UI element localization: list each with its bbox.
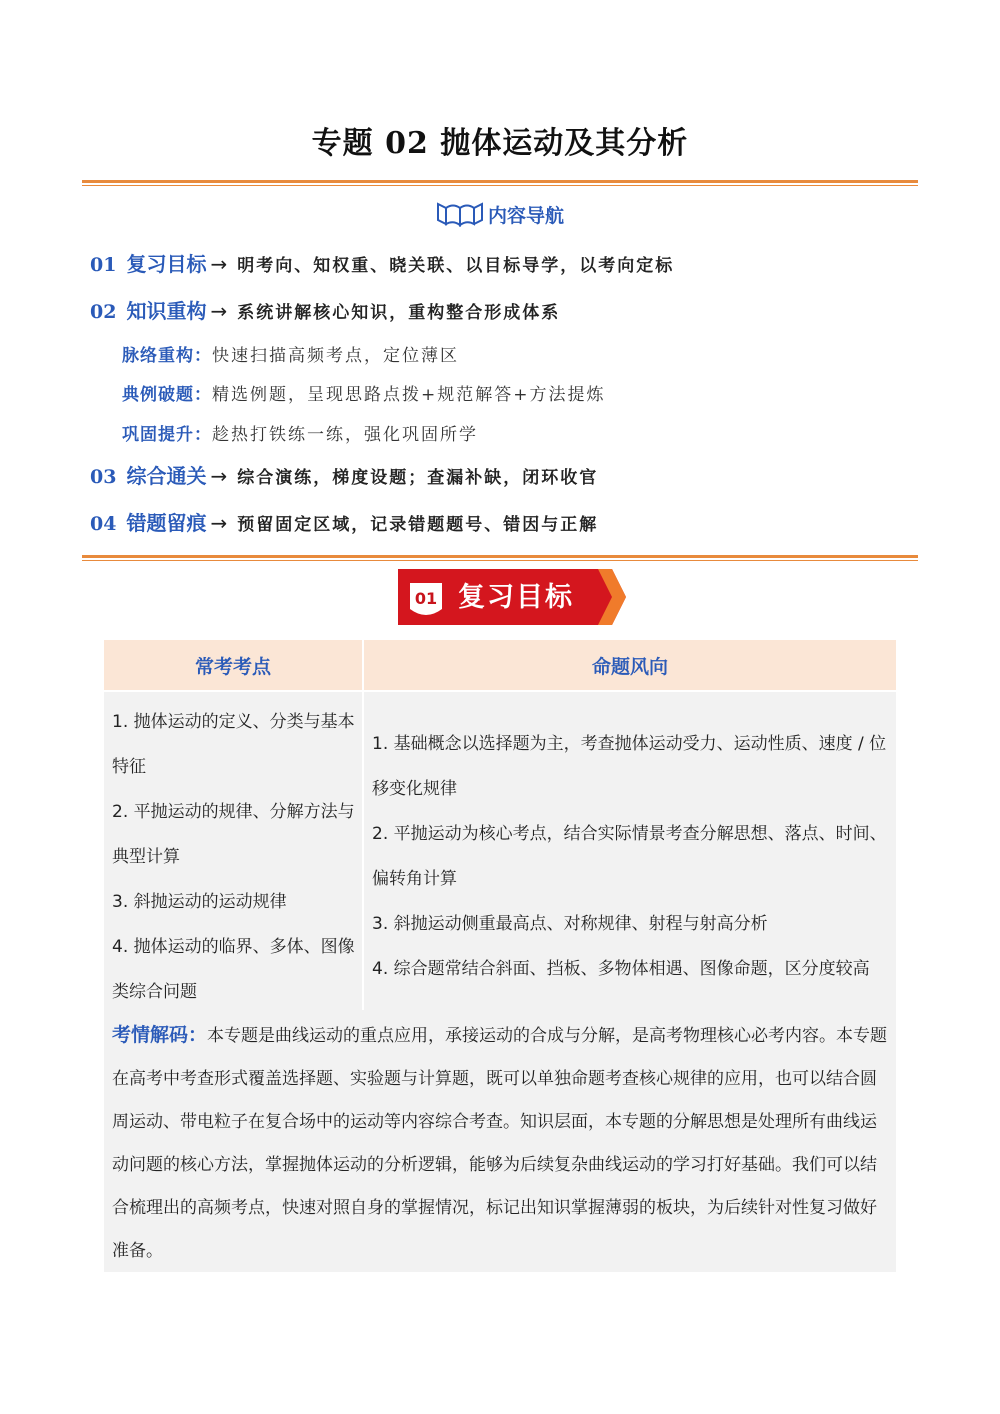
nav-item-error-log — [90, 507, 598, 536]
content-navigation-heading — [0, 200, 1000, 232]
arrow-icon: → — [210, 511, 228, 535]
list-item: 2. 平抛运动为核心考点，结合实际情景考查分解思想、落点、时间、偏转角计算 — [372, 824, 887, 889]
list-item: 4. 综合题常结合斜面、挡板、多物体相遇、图像命题，区分度较高 — [372, 959, 870, 979]
arrow-icon: → — [210, 464, 228, 488]
list-item: 1. 基础概念以选择题为主，考查抛体运动受力、运动性质、速度 / 位移变化规律 — [372, 734, 887, 799]
nav-item-desc: 系统讲解核心知识，重构整合形成体系 — [237, 303, 561, 323]
exam-analysis-box — [104, 1010, 896, 1272]
arrow-icon: → — [210, 299, 228, 323]
list-item: 3. 斜抛运动侧重最高点、对称规律、射程与射高分析 — [372, 914, 768, 934]
nav-item-key: 综合通关 — [126, 464, 207, 488]
nav-item-number: 04 — [90, 513, 117, 535]
list-item: 1. 抛体运动的定义、分类与基本特征 — [112, 712, 355, 777]
nav-subitem-key: 巩固提升： — [122, 425, 212, 445]
table-header-trends: 命题风向 — [364, 640, 896, 690]
bottom-divider — [82, 555, 918, 561]
nav-subitem-examples — [122, 380, 606, 405]
nav-item-review-goals — [90, 248, 674, 277]
section-title: 复习目标 — [458, 582, 574, 613]
nav-subitem-consolidation — [122, 420, 478, 445]
trends-cell — [364, 692, 896, 1023]
nav-subitem-desc: 精选例题，呈现思路点拨+规范解答+方法提炼 — [212, 385, 606, 405]
nav-item-desc: 综合演练，梯度设题；查漏补缺，闭环收官 — [237, 468, 599, 488]
nav-subitem-key: 典例破题： — [122, 385, 212, 405]
nav-subitem-outline — [122, 341, 459, 366]
top-divider — [82, 180, 918, 186]
review-goals-table — [104, 640, 896, 1023]
nav-item-number: 02 — [90, 301, 117, 323]
section-badge — [398, 569, 628, 625]
nav-item-knowledge-rebuild — [90, 295, 560, 324]
nav-heading-label: 内容导航 — [487, 204, 564, 227]
nav-item-desc: 预留固定区域，记录错题题号、错因与正解 — [237, 515, 599, 535]
analysis-text: 本专题是曲线运动的重点应用，承接运动的合成与分解，是高考物理核心必考内容。本专题在高考中考查形式覆盖选择题、实验题与计算题，既可以单独命题考查核心规律的应用，也可以结合圆周运动、带电粒子在复合场中的运动等内容综合考查。知识层面，本专题的分解思想是处理所有曲线运动问题的核心方法，掌握抛体运动的分析逻辑，能够为后续复杂曲线运动的学习打好基础。我们可以结合梳理出的高频考点，快速对照自身的掌握情况，标记出知识掌握薄弱的板块，为后续针对性复习做好准备。 — [112, 1026, 888, 1261]
nav-item-desc: 明考向、知权重、晓关联、以目标导学，以考向定标 — [237, 256, 675, 276]
list-item: 3. 斜抛运动的运动规律 — [112, 892, 287, 912]
book-icon — [436, 200, 484, 228]
list-item: 2. 平抛运动的规律、分解方法与典型计算 — [112, 802, 355, 867]
nav-item-key: 知识重构 — [126, 299, 207, 323]
nav-subitem-key: 脉络重构： — [122, 346, 212, 366]
nav-item-number: 03 — [90, 466, 117, 488]
page-title: 专题 02 抛体运动及其分析 — [311, 126, 689, 161]
list-item: 4. 抛体运动的临界、多体、图像类综合问题 — [112, 937, 355, 1002]
nav-item-key: 复习目标 — [126, 252, 207, 276]
arrow-icon: → — [210, 252, 228, 276]
section-number: 01 — [414, 589, 438, 608]
nav-subitem-desc: 快速扫描高频考点，定位薄区 — [212, 346, 459, 366]
nav-item-comprehensive — [90, 460, 598, 489]
table-header-key-points: 常考考点 — [104, 640, 362, 690]
nav-subitem-desc: 趁热打铁练一练，强化巩固所学 — [212, 425, 478, 445]
analysis-key: 考情解码： — [112, 1024, 208, 1046]
key-points-cell — [104, 692, 362, 1023]
nav-item-key: 错题留痕 — [126, 511, 207, 535]
nav-item-number: 01 — [90, 254, 117, 276]
